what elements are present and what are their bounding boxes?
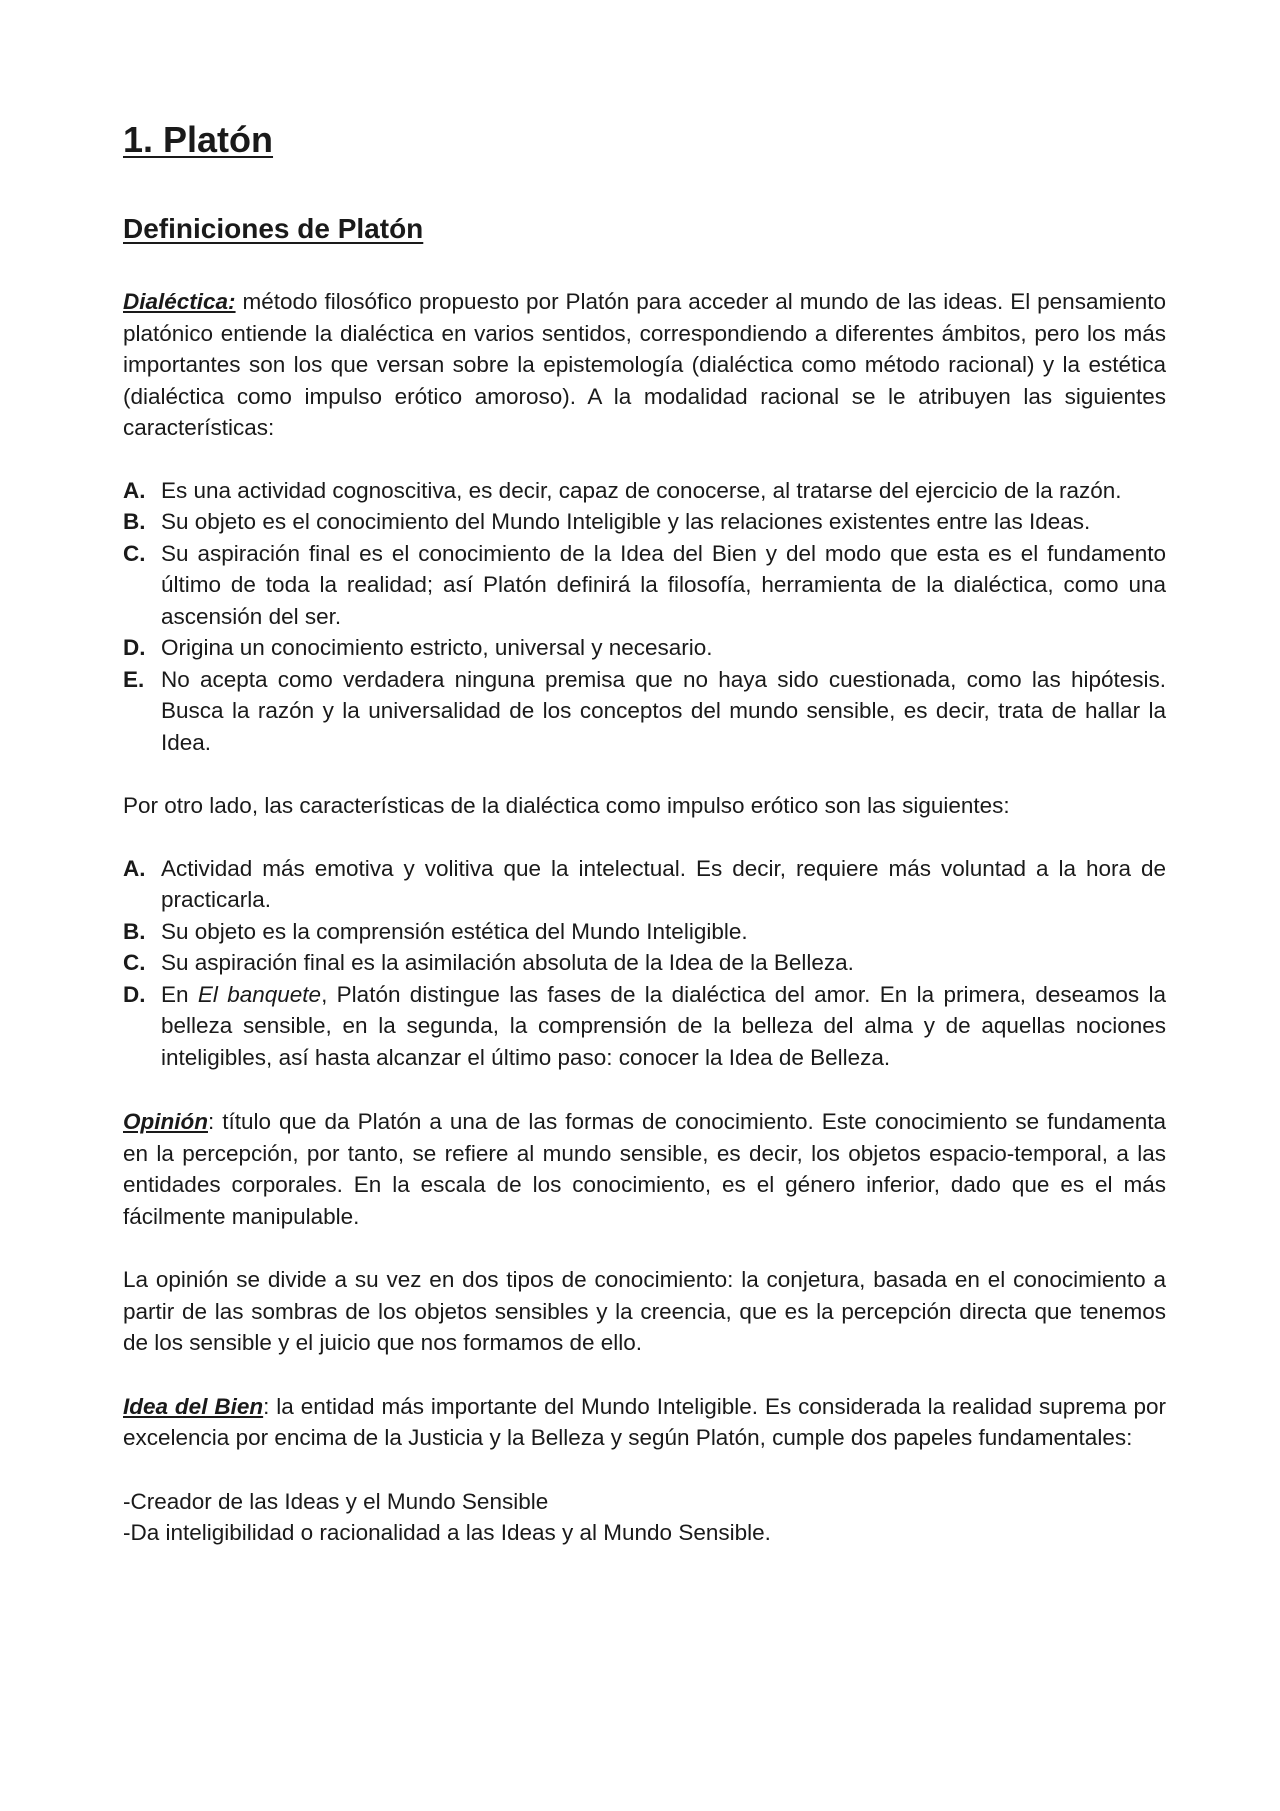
list-item xyxy=(123,664,1166,759)
list-item xyxy=(123,853,1166,916)
list-item xyxy=(123,506,1166,538)
idea-bien-text: : la entidad más importante del Mundo Inteligible. Es considerada la realidad suprema por excelencia por encima de la Justicia y la Belleza y según Platón, cumple dos papeles fundamentales: xyxy=(123,1393,1167,1450)
list-item-text: Actividad más emotiva y volitiva que la intelectual. Es decir, requiere más voluntad a la hora de practicarla. xyxy=(161,855,1166,912)
list-item-text: Su aspiración final es la asimilación absoluta de la Idea de la Belleza. xyxy=(161,950,854,975)
list-item-text: Es una actividad cognoscitiva, es decir, capaz de conocerse, al tratarse del ejercicio de la razón. xyxy=(161,477,1122,503)
role-line: -Creador de las Ideas y el Mundo Sensible xyxy=(123,1488,549,1514)
opinion-definition xyxy=(123,1106,1166,1232)
list-marker: A. xyxy=(123,477,146,503)
list-item-text: , Platón distingue las fases de la dialéctica del amor. En la primera, deseamos la belleza sensible, en la segunda, la comprensión de la belleza del alma y de aquellas nociones inteligibles, así hasta alcanzar el último paso: conocer la Idea de Belleza. xyxy=(161,981,1167,1070)
idea-bien-definition xyxy=(123,1391,1166,1454)
opinion-paragraph: La opinión se divide a su vez en dos tipos de conocimiento: la conjetura, basada en el conocimiento a partir de las sombras de los objetos sensibles y la creencia, que es la percepción directa que tenemos de los sensible y el juicio que nos formamos de ello. xyxy=(123,1267,1166,1355)
dialectica-term: Dialéctica: xyxy=(123,289,236,314)
dialectica-text: método filosófico propuesto por Platón para acceder al mundo de las ideas. El pensamiento platónico entiende la dialéctica en varios sentidos, correspondiendo a diferentes ámbitos, pero los más importantes son los que versan sobre la epistemología (dialéctica como método racional) y la estética (dialéctica como impulso erótico amoroso). A la modalidad racional se le atribuyen las siguientes características: xyxy=(123,289,1166,440)
page-title: 1. Platón xyxy=(123,119,274,160)
list-marker: E. xyxy=(123,666,145,692)
list-item-text: Origina un conocimiento estricto, universal y necesario. xyxy=(161,635,713,660)
list-item-text: Su aspiración final es el conocimiento de la Idea del Bien y del modo que esta es el fundamento último de toda la realidad; así Platón definirá la filosofía, herramienta de la dialéctica, como una ascensión del ser. xyxy=(161,540,1166,629)
erotic-intro: Por otro lado, las características de la dialéctica como impulso erótico son las siguientes: xyxy=(123,793,1010,818)
idea-bien-roles xyxy=(123,1486,1166,1549)
role-line: -Da inteligibilidad o racionalidad a las Ideas y al Mundo Sensible. xyxy=(123,1520,771,1545)
idea-bien-term: Idea del Bien xyxy=(123,1393,264,1419)
opinion-term: Opinión xyxy=(123,1109,208,1134)
list-item xyxy=(123,538,1166,633)
list-item xyxy=(123,632,1166,664)
list-marker: C. xyxy=(123,540,146,566)
book-title: El banquete xyxy=(197,981,322,1007)
list-item xyxy=(123,475,1166,507)
section-heading: Definiciones de Platón xyxy=(123,213,424,244)
list-marker: B. xyxy=(123,509,146,534)
list-marker: C. xyxy=(123,950,146,975)
list-item xyxy=(123,979,1166,1074)
list-item xyxy=(123,947,1166,979)
list-item-text: En xyxy=(161,981,198,1007)
list-item xyxy=(123,916,1166,948)
list-marker: A. xyxy=(123,855,146,881)
list-marker: D. xyxy=(123,981,146,1007)
list-item-text: Su objeto es el conocimiento del Mundo Inteligible y las relaciones existentes entre las Ideas. xyxy=(161,509,1091,534)
list-marker: B. xyxy=(123,918,146,944)
dialectica-definition xyxy=(123,286,1166,444)
list-item-text: Su objeto es la comprensión estética del Mundo Inteligible. xyxy=(161,918,748,944)
list-item-text: No acepta como verdadera ninguna premisa que no haya sido cuestionada, como las hipótesis. Busca la razón y la universalidad de los conceptos del mundo sensible, es decir, trata de hallar la Idea. xyxy=(161,666,1166,755)
rational-characteristics-list xyxy=(123,475,1166,759)
opinion-text: : título que da Platón a una de las formas de conocimiento. Este conocimiento se fundamenta en la percepción, por tanto, se refiere al mundo sensible, es decir, los objetos espacio-temporal, a las entidades corporales. En la escala de los conocimiento, es el género inferior, dado que es el más fácilmente manipulable. xyxy=(123,1109,1166,1229)
list-marker: D. xyxy=(123,635,146,660)
erotic-characteristics-list xyxy=(123,853,1166,1074)
